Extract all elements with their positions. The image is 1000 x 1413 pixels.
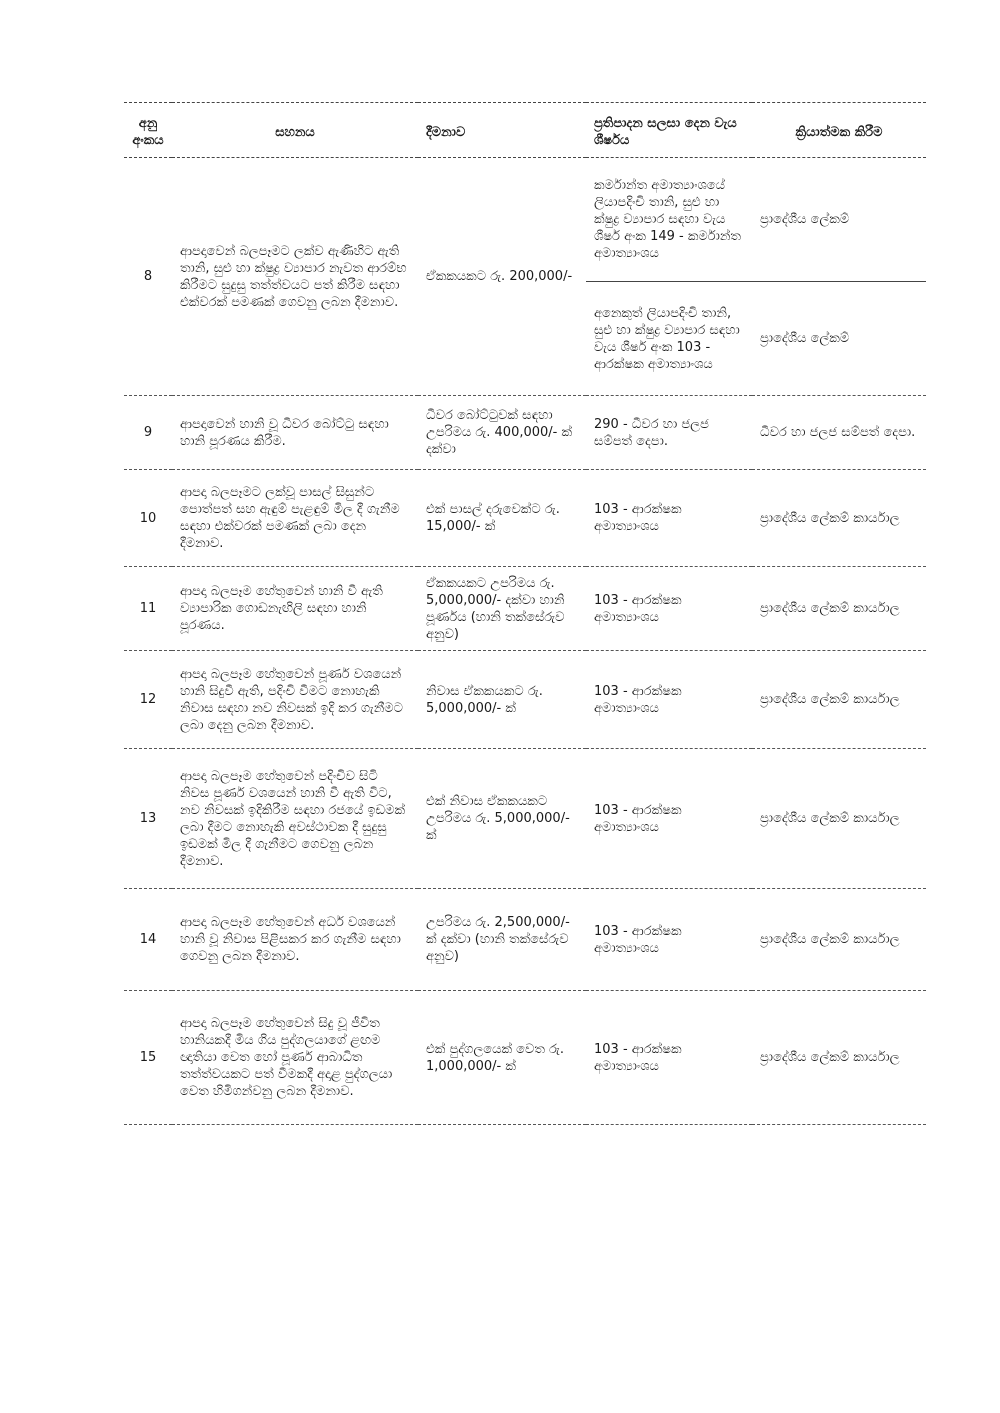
expenditure-head-cell: 103 - ආරක්ෂක අමාත්‍යාංශය <box>594 683 682 716</box>
header-implementation: ක්‍රියාත්මක කිරීම <box>795 124 883 140</box>
implementation-cell: ප්‍රාදේශීය ලේකම් කාර්යාල <box>760 692 900 707</box>
header-serial-no: අනු අංකය <box>132 116 164 148</box>
table-row <box>124 396 926 470</box>
expenditure-head-cell: 103 - ආරක්ෂක අමාත්‍යාංශය <box>594 1041 682 1074</box>
expenditure-head-cell: 103 - ආරක්ෂක අමාත්‍යාංශය <box>594 802 682 835</box>
relief-table <box>124 102 926 1125</box>
implementation-cell: ප්‍රාදේශීය ලේකම් කාර්යාල <box>760 601 900 616</box>
table-header-row <box>124 103 926 158</box>
row-number: 10 <box>139 510 157 526</box>
table-row <box>124 158 926 282</box>
row-number: 15 <box>139 1050 157 1065</box>
expenditure-head-cell: 103 - ආරක්ෂක අමාත්‍යාංශය <box>594 923 682 956</box>
relief-cell: ආපදා බලපෑමට ලක්වූ පාසල් සිසුන්ට පොත්පත් සහ ඇඳුම් පැළඳුම් මිල දී ගැනීම සඳහා එක්වරක් පමණක් ලබා දෙන දීමනාව. <box>180 485 400 551</box>
table-row <box>124 470 926 567</box>
row-number: 8 <box>143 269 153 284</box>
implementation-cell: ප්‍රාදේශීය ලේකම් <box>752 158 926 282</box>
expenditure-head-cell: 290 - ධීවර හා ජලජ සම්පත් දෙපා. <box>594 416 709 449</box>
implementation-cell: ප්‍රාදේශීය ලේකම් කාර්යාල <box>760 1050 900 1065</box>
implementation-cell: ප්‍රාදේශීය ලේකම් කාර්යාල <box>760 510 900 526</box>
header-relief: සහනය <box>275 124 315 140</box>
grant-cell: ඒකකයකට රු. 200,000/- <box>426 269 573 284</box>
implementation-cell: ප්‍රාදේශීය ලේකම් කාර්යාල <box>760 932 900 947</box>
table-row <box>124 749 926 889</box>
implementation-cell: ප්‍රාදේශීය ලේකම් කාර්යාල <box>760 811 900 826</box>
header-expenditure-head: ප්‍රතිපාදන සලසා දෙන වැය ශීර්ෂය <box>594 116 737 148</box>
expenditure-head-cell: 103 - ආරක්ෂක අමාත්‍යාංශය <box>594 592 682 625</box>
table-row <box>124 567 926 651</box>
relief-cell: ආපදා බලපෑම හේතුවෙන් සිදු වූ ජීවිත හානියකදී මිය ගිය පුද්ගලයාගේ ළඟම ඥාතියා වෙත හෝ පූර්ණ ආබාධිත තත්ත්වයකට පත් වීමකදී අදාළ පුද්ගලයා වෙත හිමිගන්වනු ලබන දීමනාව. <box>180 1016 393 1099</box>
row-number: 14 <box>139 932 157 947</box>
implementation-cell: ප්‍රාදේශීය ලේකම් <box>760 331 850 346</box>
relief-cell: ආපදාවෙන් හානි වූ ධීවර බෝට්ටු සඳහා හානි පූරණය කිරීම. <box>180 416 389 449</box>
relief-cell: ආපදා බලපෑම හේතුවෙන් පදිංචිව සිටි නිවස පූර්ණ වශයෙන් හානි වී ඇති විට, නව නිවසක් ඉදිකිරීම සඳහා රජයේ ඉඩමක් ලබා දීමට නොහැකි අවස්ථාවක දී සුදුසු ඉඩමක් මිල දී ගැනීමට ගෙවනු ලබන දීමනාව. <box>180 768 406 869</box>
grant-cell: ඒකකයකට උපරිමය රු. 5,000,000/- දක්වා හානි පූර්ණය (හානි තක්සේරුව අනුව) <box>426 575 565 642</box>
row-number: 12 <box>139 692 157 707</box>
relief-cell: ආපදා බලපෑම හේතුවෙන් හානි වී ඇති ව්‍යාපාරික ගොඩනැඟිලි සඳහා හානි පූරණය. <box>180 584 383 633</box>
relief-cell: ආපදා බලපෑම හේතුවෙන් අර්ධ වශයෙන් හානි වූ නිවාස පිළිසකර කර ගැනීම සඳහා ගෙවනු ලබන දීමනාව. <box>180 915 401 964</box>
relief-cell: ආපදාවෙන් බලපෑමට ලක්ව ඇණිහිට ඇති තානි, සුළු හා ක්ෂුද්‍ර ව්‍යාපාර නැවත ආරම්භ කිරීමට සුදුසු තත්ත්වයට පත් කිරීම සඳහා එක්වරක් පමණක් ගෙවනු ලබන දීමනාව. <box>180 243 407 310</box>
table-row <box>124 889 926 991</box>
row-number: 11 <box>139 601 157 616</box>
expenditure-head-cell: කර්මාන්ත අමාත්‍යාංශයේ ලියාපදිංචි තානි, සුළු හා ක්ෂුද්‍ර ව්‍යාපාර සඳහා වැය ශීර්ෂ අංක 149 - කර්මාන්ත අමාත්‍යාංශය <box>586 158 752 282</box>
table-row <box>124 651 926 749</box>
implementation-cell: ධීවර හා ජලජ සම්පත් දෙපා. <box>760 425 916 440</box>
grant-cell: එක් නිවාස ඒකකයකට උපරිමය රු. 5,000,000/- ක් <box>426 794 570 843</box>
row-number: 9 <box>143 425 153 440</box>
expenditure-head-cell: 103 - ආරක්ෂක අමාත්‍යාංශය <box>594 502 682 534</box>
table-row <box>124 991 926 1125</box>
expenditure-head-cell: අනෙකුත් ලියාපදිංචි තානි, සුළු හා ක්ෂුද්‍ර ව්‍යාපාර සඳහා වැය ශීර්ෂ අංක 103 - ආරක්ෂක අමාත්‍යාංශය <box>594 305 740 372</box>
grant-cell: එක් පාසල් දරුවෙක්ට රු. 15,000/- ක් <box>426 502 560 534</box>
grant-cell: ධීවර බෝට්ටුවක් සඳහා උපරිමය රු. 400,000/- ක් දක්වා <box>426 408 573 457</box>
grant-cell: එක් පුද්ගලයෙක් වෙත රු. 1,000,000/- ක් <box>426 1041 565 1074</box>
grant-cell: නිවාස ඒකකයකට රු. 5,000,000/- ක් <box>426 683 543 716</box>
header-grant: දීමනාව <box>426 124 466 140</box>
row-number: 13 <box>139 811 157 826</box>
relief-cell: ආපදා බලපෑම හේතුවෙන් පූර්ණ වශයෙන් හානි සිදුවී ඇති, පදිංචි වීමට නොහැකි නිවාස සඳහා නව නිවසක් ඉදි කර ගැනීමට ලබා දෙනු ලබන දීමනාව. <box>180 666 404 733</box>
grant-cell: උපරිමය රු. 2,500,000/- ක් දක්වා (හානි තක්සේරුව අනුව) <box>426 915 570 964</box>
document-page <box>124 102 926 1125</box>
